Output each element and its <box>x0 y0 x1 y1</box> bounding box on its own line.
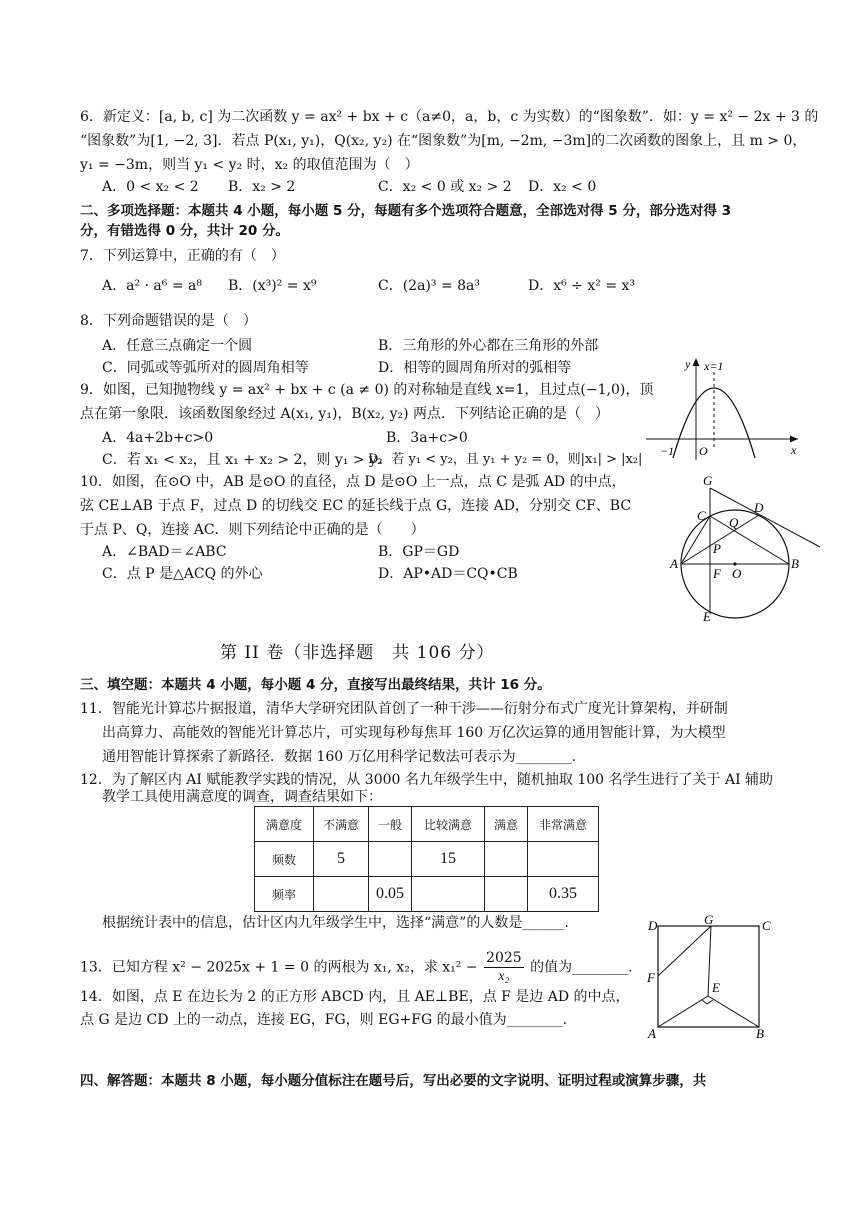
q14-label-c: C <box>762 918 771 933</box>
q9-parabola-figure <box>640 352 810 464</box>
q6-option-b: B．x₂ > 2 <box>228 179 296 195</box>
q10-label-q: Q <box>729 515 739 530</box>
table-cell: 一般 <box>369 807 412 842</box>
q14-label-e: E <box>712 980 720 995</box>
q12-survey-table <box>254 806 599 912</box>
q14-line-1: 14．如图，点 E 在边长为 2 的正方形 ABCD 内，且 AE⊥BE，点 F 是边 AD 的中点， <box>80 989 630 1005</box>
q10-label-c: C <box>697 508 706 523</box>
q9-x-label: x <box>791 443 797 457</box>
q6-line-3: y₁ = −3m，则当 y₁ < y₂ 时，x₂ 的取值范围为（ ） <box>80 157 419 173</box>
q10-label-e: E <box>703 609 711 624</box>
q11-line-1: 11．智能光计算芯片据报道，清华大学研究团队首创了一种干涉——衍射分布式广度光计算架构，并研制 <box>80 701 728 717</box>
table-cell: 15 <box>412 842 485 877</box>
section2-heading-line-2: 分，有错选得 0 分，共计 20 分。 <box>80 223 289 239</box>
q12-line-1: 12．为了解区内 AI 赋能教学实践的情况，从 3000 名九年级学生中，随机抽取 100 名学生进行了关于 AI 辅助 <box>80 772 774 788</box>
q11-line-3: 通用智能计算探索了新路径．数据 160 万亿用科学记数法可表示为________. <box>102 749 577 765</box>
q10-option-a: A．∠BAD＝∠ABC <box>102 544 227 560</box>
q13-post: 的值为________. <box>530 959 633 976</box>
q13-fraction <box>484 949 524 986</box>
q8-option-a: A．任意三点确定一个圆 <box>102 338 253 354</box>
q6-option-c: C．x₂ < 0 或 x₂ > 2 <box>378 179 512 195</box>
q10-option-b: B．GP＝GD <box>378 544 460 560</box>
q9-line-1: 9．如图，已知抛物线 y = ax² + bx + c (a ≠ 0) 的对称轴是直线 x=1，且过点(−1,0)，顶 <box>80 382 654 398</box>
q9-origin-label: O <box>699 444 708 458</box>
table-cell: 5 <box>314 842 369 877</box>
table-cell: 不满意 <box>314 807 369 842</box>
table-row-header <box>255 807 599 842</box>
q9-option-c: C．若 x₁ < x₂，且 x₁ + x₂ > 2，则 y₁ > y₂ <box>102 452 383 468</box>
q14-label-b: B <box>756 1026 764 1041</box>
table-cell <box>314 877 369 912</box>
q10-circle-figure <box>660 470 830 625</box>
q7-option-a: A．a² · a⁶ = a⁸ <box>102 278 202 294</box>
q13-pre: 13．已知方程 x² − 2025x + 1 = 0 的两根为 x₁, x₂，求 x₁² − <box>80 959 478 976</box>
q7-option-d: D．x⁶ ÷ x² = x³ <box>528 278 636 294</box>
section3-heading: 三、填空题：本题共 4 小题，每小题 4 分，直接写出最终结果，共计 16 分。 <box>80 677 551 693</box>
q10-line-1: 10．如图，在⊙O 中，AB 是⊙O 的直径，点 D 是⊙O 上一点，点 C 是弧 AD 的中点， <box>80 474 626 490</box>
q10-label-o: O <box>732 566 742 581</box>
q10-label-p: P <box>713 541 721 556</box>
table-cell: 0.35 <box>528 877 599 912</box>
q8-option-b: B．三角形的外心都在三角形的外部 <box>378 338 599 354</box>
q7-option-c: C．(2a)³ = 8a³ <box>378 278 480 294</box>
q13-line <box>80 949 633 986</box>
q8-option-c: C．同弧或等弧所对的圆周角相等 <box>102 360 309 376</box>
table-cell <box>412 877 485 912</box>
q9-axis-label: x=1 <box>704 359 724 373</box>
q7-stem: 7．下列运算中，正确的有（ ） <box>80 248 285 264</box>
q10-label-g: G <box>703 473 713 488</box>
q10-label-f: F <box>713 566 721 581</box>
table-cell: 0.05 <box>369 877 412 912</box>
table-cell: 非常满意 <box>528 807 599 842</box>
table-cell: 频率 <box>255 877 314 912</box>
section2-heading-line-1: 二、多项选择题：本题共 4 小题，每小题 5 分，每题有多个选项符合题意，全部选对得 5 分，部分选对得 3 <box>80 203 731 219</box>
q10-line-3: 于点 P、Q，连接 AC．则下列结论中正确的是（ ） <box>80 522 425 538</box>
part2-title: 第 II 卷（非选择题 共 106 分） <box>220 643 495 663</box>
q6-option-d: D．x₂ < 0 <box>528 179 597 195</box>
q9-option-a: A．4a+2b+c>0 <box>102 430 214 446</box>
table-cell <box>369 842 412 877</box>
table-row-rate <box>255 877 599 912</box>
q10-line-2: 弦 CE⊥AB 于点 F，过点 D 的切线交 EC 的延长线于点 G，连接 AD，分别交 CF、BC <box>80 498 632 514</box>
q14-label-a: A <box>648 1026 656 1041</box>
table-cell <box>528 842 599 877</box>
q8-option-d: D．相等的圆周角所对的弧相等 <box>378 360 572 376</box>
q11-line-2: 出高算力、高能效的智能光计算芯片，可实现每秒每焦耳 160 万亿次运算的通用智能计算，为大模型 <box>102 725 726 741</box>
q13-frac-num: 2025 <box>486 950 522 966</box>
q6-option-a: A．0 < x₂ < 2 <box>102 179 199 195</box>
table-cell: 频数 <box>255 842 314 877</box>
q9-y-label: y <box>685 357 691 371</box>
q13-frac-den: x₂ <box>498 969 510 984</box>
q14-label-d: D <box>648 918 658 933</box>
q14-label-g: G <box>704 912 714 927</box>
section4-heading: 四、解答题：本题共 8 小题，每小题分值标注在题号后，写出必要的文字说明、证明过程或演算步骤，共 <box>80 1073 707 1089</box>
q9-tick-minus1: −1 <box>660 444 675 458</box>
table-cell <box>485 877 528 912</box>
table-cell: 比较满意 <box>412 807 485 842</box>
q10-option-d: D．AP•AD＝CQ•CB <box>378 566 518 582</box>
q9-option-d: D．若 y₁ < y₂，且 y₁ + y₂ = 0，则|x₁| > |x₂| <box>368 452 643 467</box>
table-cell <box>485 842 528 877</box>
q9-option-b: B．3a+c>0 <box>386 430 468 446</box>
q6-line-1: 6．新定义：[a, b, c] 为二次函数 y = ax² + bx + c（a≠0，a，b，c 为实数）的“图象数”．如：y = x² − 2x + 3 的 <box>80 109 819 125</box>
q8-stem: 8．下列命题错误的是（ ） <box>80 313 257 329</box>
q12-line-2: 教学工具使用满意度的调查，调查结果如下： <box>102 789 382 805</box>
q9-line-2: 点在第一象限．该函数图象经过 A(x₁, y₁)，B(x₂, y₂) 两点．下列结论正确的是（ ） <box>80 406 610 422</box>
q14-label-f: F <box>647 970 655 985</box>
q6-line-2: “图象数”为[1, −2, 3]．若点 P(x₁, y₁)，Q(x₂, y₂) 在“图象数”为[m, −2m, −3m]的二次函数的图象上，且 m > 0， <box>80 133 807 149</box>
q10-label-a: A <box>670 556 678 571</box>
table-cell: 满意度 <box>255 807 314 842</box>
q14-square-figure <box>644 912 774 1042</box>
q10-label-d: D <box>754 500 764 515</box>
q12-line-3: 根据统计表中的信息，估计区内九年级学生中，选择“满意”的人数是______. <box>102 915 569 931</box>
q10-option-c: C．点 P 是△ACQ 的外心 <box>102 566 263 582</box>
table-cell: 满意 <box>485 807 528 842</box>
q14-line-2: 点 G 是边 CD 上的一动点，连接 EG，FG，则 EG+FG 的最小值为________. <box>80 1012 568 1028</box>
q7-option-b: B．(x³)² = x⁹ <box>228 278 317 294</box>
table-row-frequency <box>255 842 599 877</box>
q10-label-b: B <box>791 556 799 571</box>
